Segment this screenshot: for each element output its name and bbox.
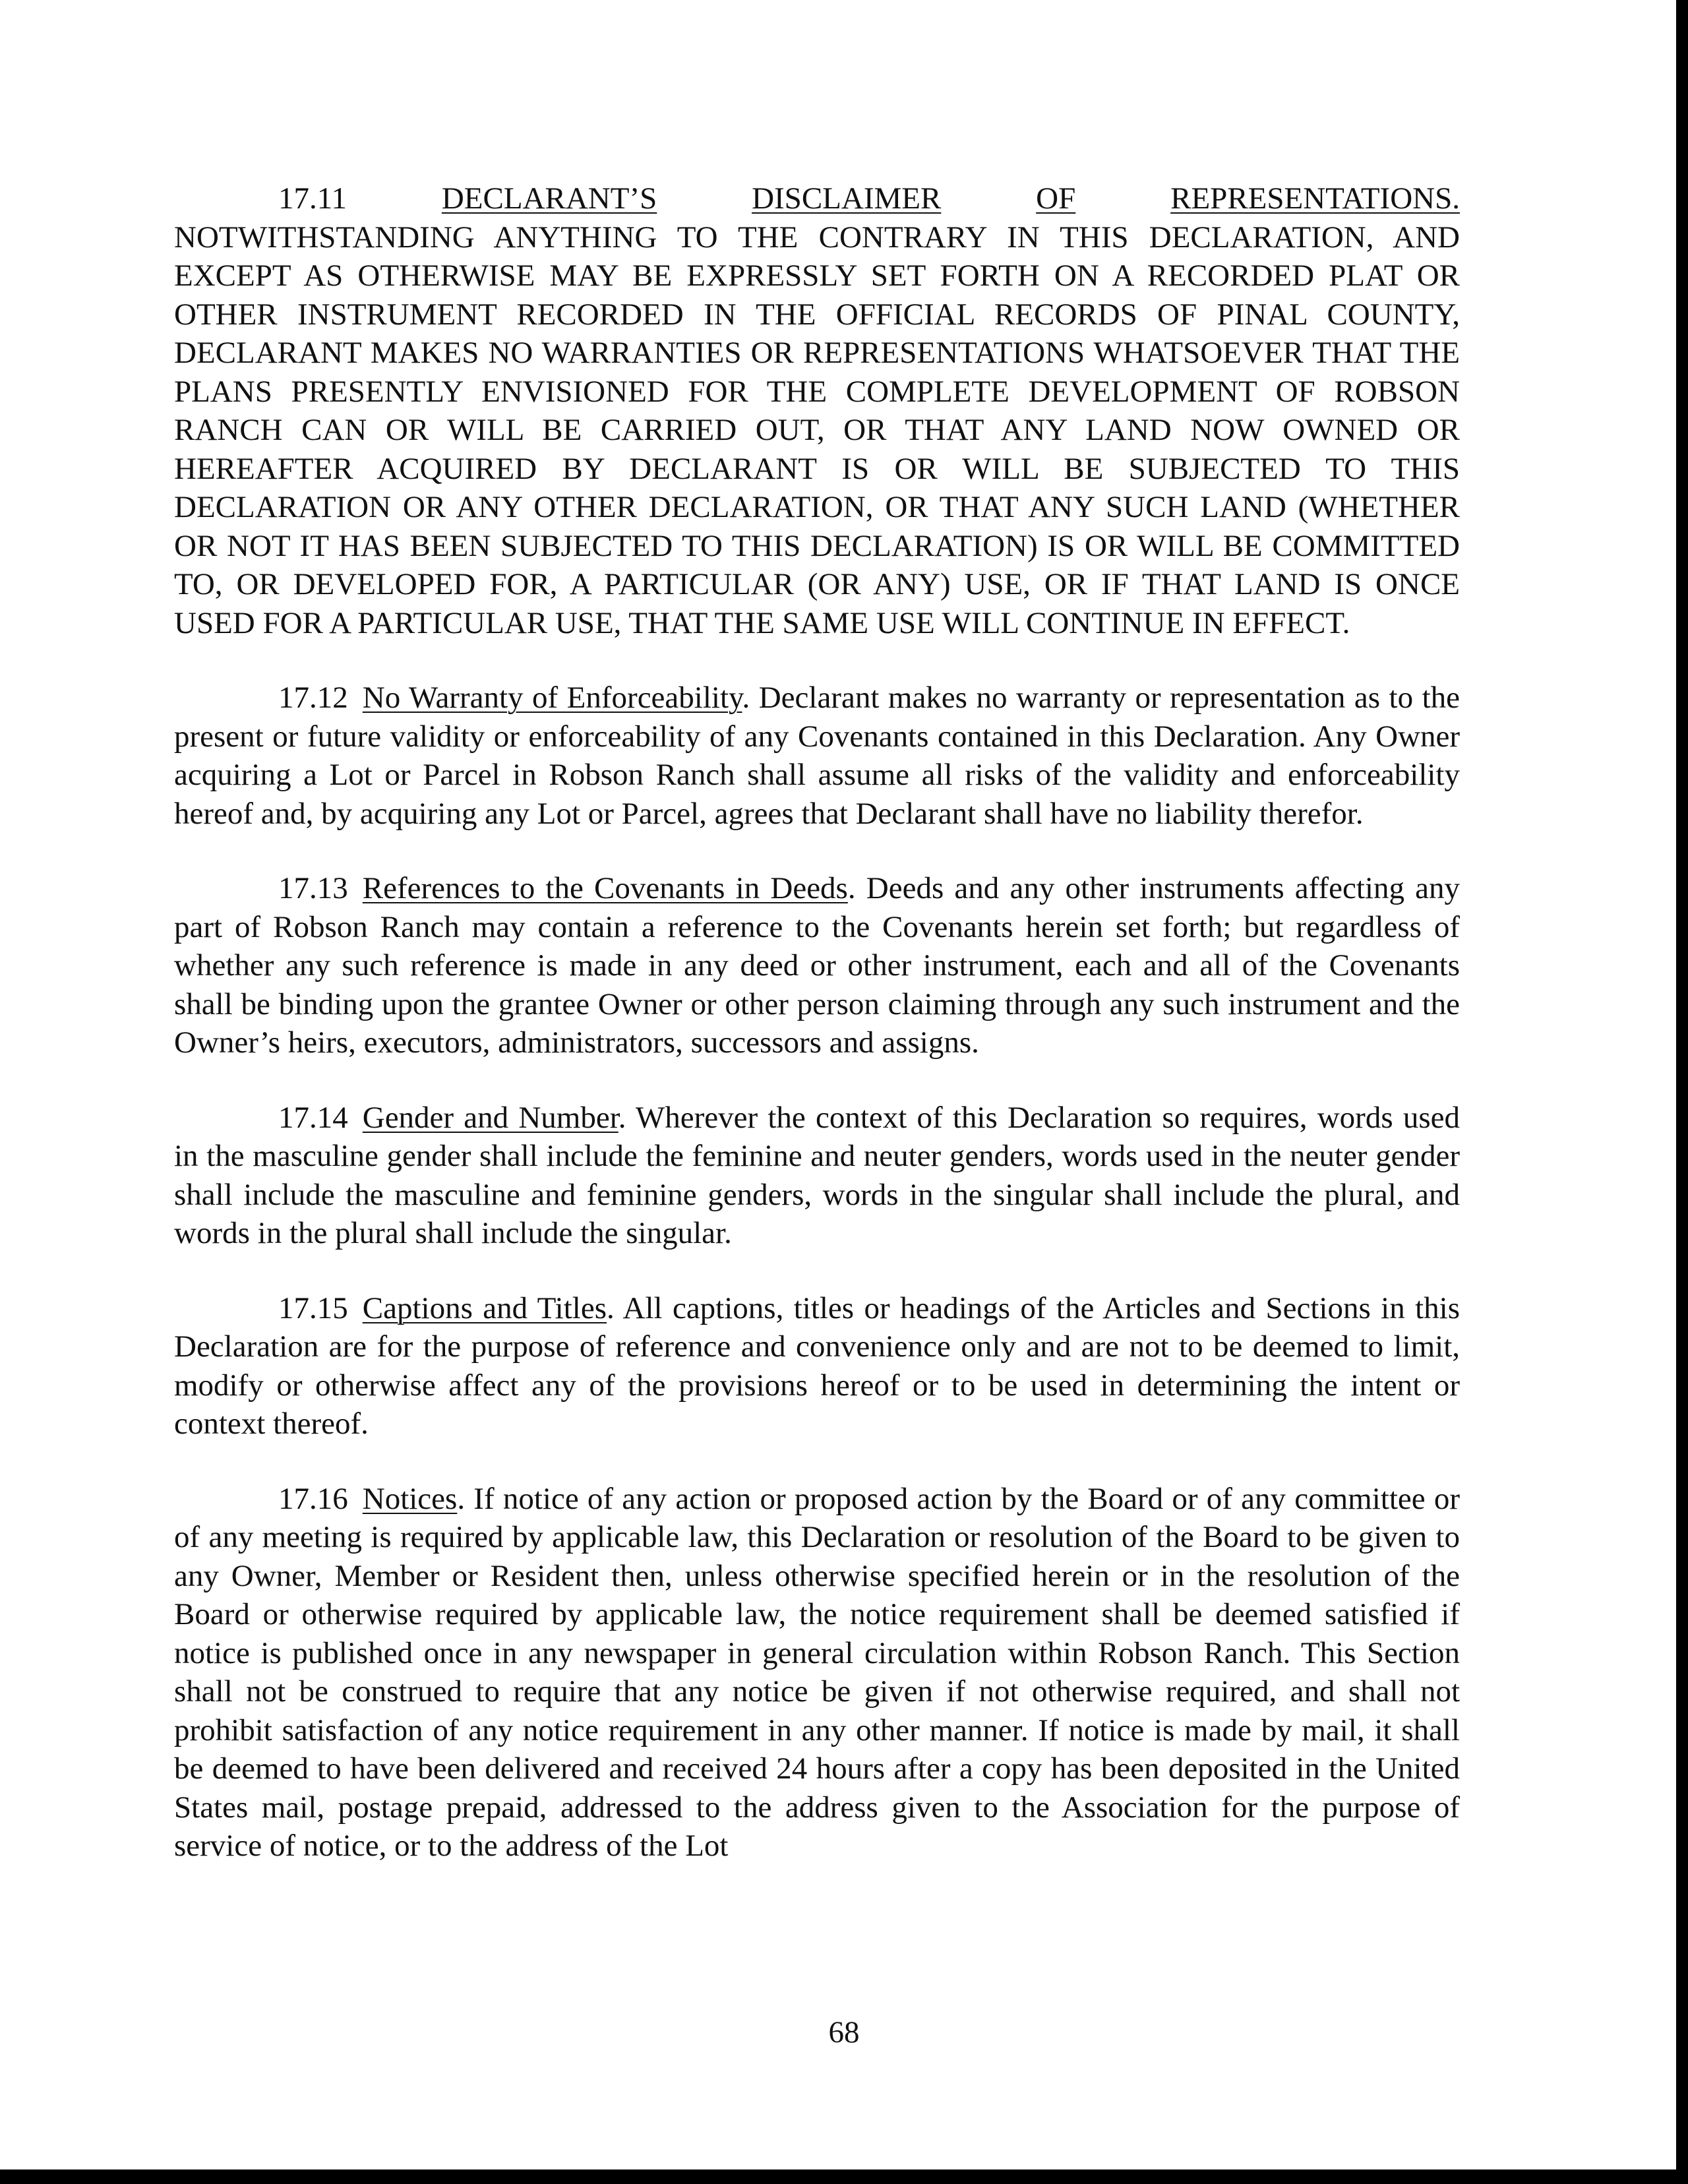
section-number: 17.14 (278, 1100, 348, 1135)
section-body: . If notice of any action or proposed action by the Board or of any committee or of any meeting is required by applicable law, this Declaration or resolution of the Board to be given to any Owner, Member or Resident then, unless otherwise specified herein or in the resolution of the Board or otherwise required by applicable law, the notice requirement shall be deemed satisfied if notice is published once in any newspaper in general circulation within Robson Ranch. This Section shall not be construed to require that any notice be given if not otherwise required, and shall not prohibit satisfaction of any notice requirement in any other manner. If notice is made by mail, it shall be deemed to have been delivered and received 24 hours after a copy has been deposited in the United States mail, postage prepaid, addressed to the address given to the Association for the purpose of service of notice, or to the address of the Lot (174, 1481, 1460, 1863)
section-body: . Declarant makes no warranty or representation as to the present or future validity or enforceability of any Covenants contained in this Declaration. Any Owner acquiring a Lot or Parcel in Robson Ranch shall assume all risks of the validity and enforceability hereof and, by acquiring any Lot or Parcel, agrees that Declarant shall have no liability therefor. (174, 681, 1460, 831)
section-heading-17-11 (174, 179, 1460, 218)
section-body: . Deeds and any other instruments affecting any part of Robson Ranch may contain a reference to the Covenants herein set forth; but regardless of whether any such reference is made in any deed or other instrument, each and all of the Covenants shall be binding upon the grantee Owner or other person claiming through any such instrument and the Owner’s heirs, executors, administrators, successors and assigns. (174, 871, 1460, 1060)
caption-word: DECLARANT’S (441, 181, 657, 216)
section-caption: Captions and Titles (362, 1290, 607, 1325)
section-number: 17.15 (278, 1290, 348, 1325)
scan-edge-right (1676, 0, 1688, 2184)
caption-word: DISCLAIMER (752, 181, 942, 216)
scan-edge-bottom (0, 2169, 1688, 2184)
section-caption: No Warranty of Enforceability (362, 681, 742, 715)
section-caption: Notices (362, 1481, 458, 1516)
section-body: . Wherever the context of this Declaration so requires, words used in the masculine gender shall include the feminine and neuter genders, words used in the neuter gender shall include the masculine and feminine genders, words in the singular shall include the plural, and words in the plural shall include the singular. (174, 1100, 1460, 1250)
document-body (174, 179, 1460, 1902)
section-caption: References to the Covenants in Deeds (362, 871, 848, 905)
section-number: 17.16 (278, 1481, 348, 1516)
section-caption: Gender and Number (362, 1100, 618, 1135)
section-body: . All captions, titles or headings of the Articles and Sections in this Declaration are for the purpose of reference and convenience only and are not to be deemed to limit, modify or otherwise affect any of the provisions hereof or to be used in determining the intent or context thereof. (174, 1290, 1460, 1441)
section-number: 17.13 (278, 871, 348, 905)
section-body: NOTWITHSTANDING ANYTHING TO THE CONTRARY IN THIS DECLARATION, AND EXCEPT AS OTHERWISE MAY BE EXPRESSLY SET FORTH ON A RECORDED PLAT OR OTHER INSTRUMENT RECORDED IN THE OFFICIAL RECORDS OF PINAL COUNTY, DECLARANT MAKES NO WARRANTIES OR REPRESENTATIONS WHATSOEVER THAT THE PLANS PRESENTLY ENVISIONED FOR THE COMPLETE DEVELOPMENT OF ROBSON RANCH CAN OR WILL BE CARRIED OUT, OR THAT ANY LAND NOW OWNED OR HEREAFTER ACQUIRED BY DECLARANT IS OR WILL BE SUBJECTED TO THIS DECLARATION OR ANY OTHER DECLARATION, OR THAT ANY SUCH LAND (WHETHER OR NOT IT HAS BEEN SUBJECTED TO THIS DECLARATION) IS OR WILL BE COMMITTED TO, OR DEVELOPED FOR, A PARTICULAR (OR ANY) USE, OR IF THAT LAND IS ONCE USED FOR A PARTICULAR USE, THAT THE SAME USE WILL CONTINUE IN EFFECT. (174, 220, 1460, 640)
caption-word: REPRESENTATIONS. (1170, 181, 1460, 216)
section-17-15 (174, 1289, 1460, 1443)
section-17-12 (174, 679, 1460, 833)
section-17-11 (174, 179, 1460, 642)
section-17-14 (174, 1099, 1460, 1253)
caption-word: OF (1036, 181, 1076, 216)
section-number: 17.12 (278, 681, 348, 715)
section-17-16 (174, 1480, 1460, 1866)
section-17-13 (174, 869, 1460, 1062)
section-number: 17.11 (278, 181, 347, 216)
page-number: 68 (828, 2015, 860, 2049)
